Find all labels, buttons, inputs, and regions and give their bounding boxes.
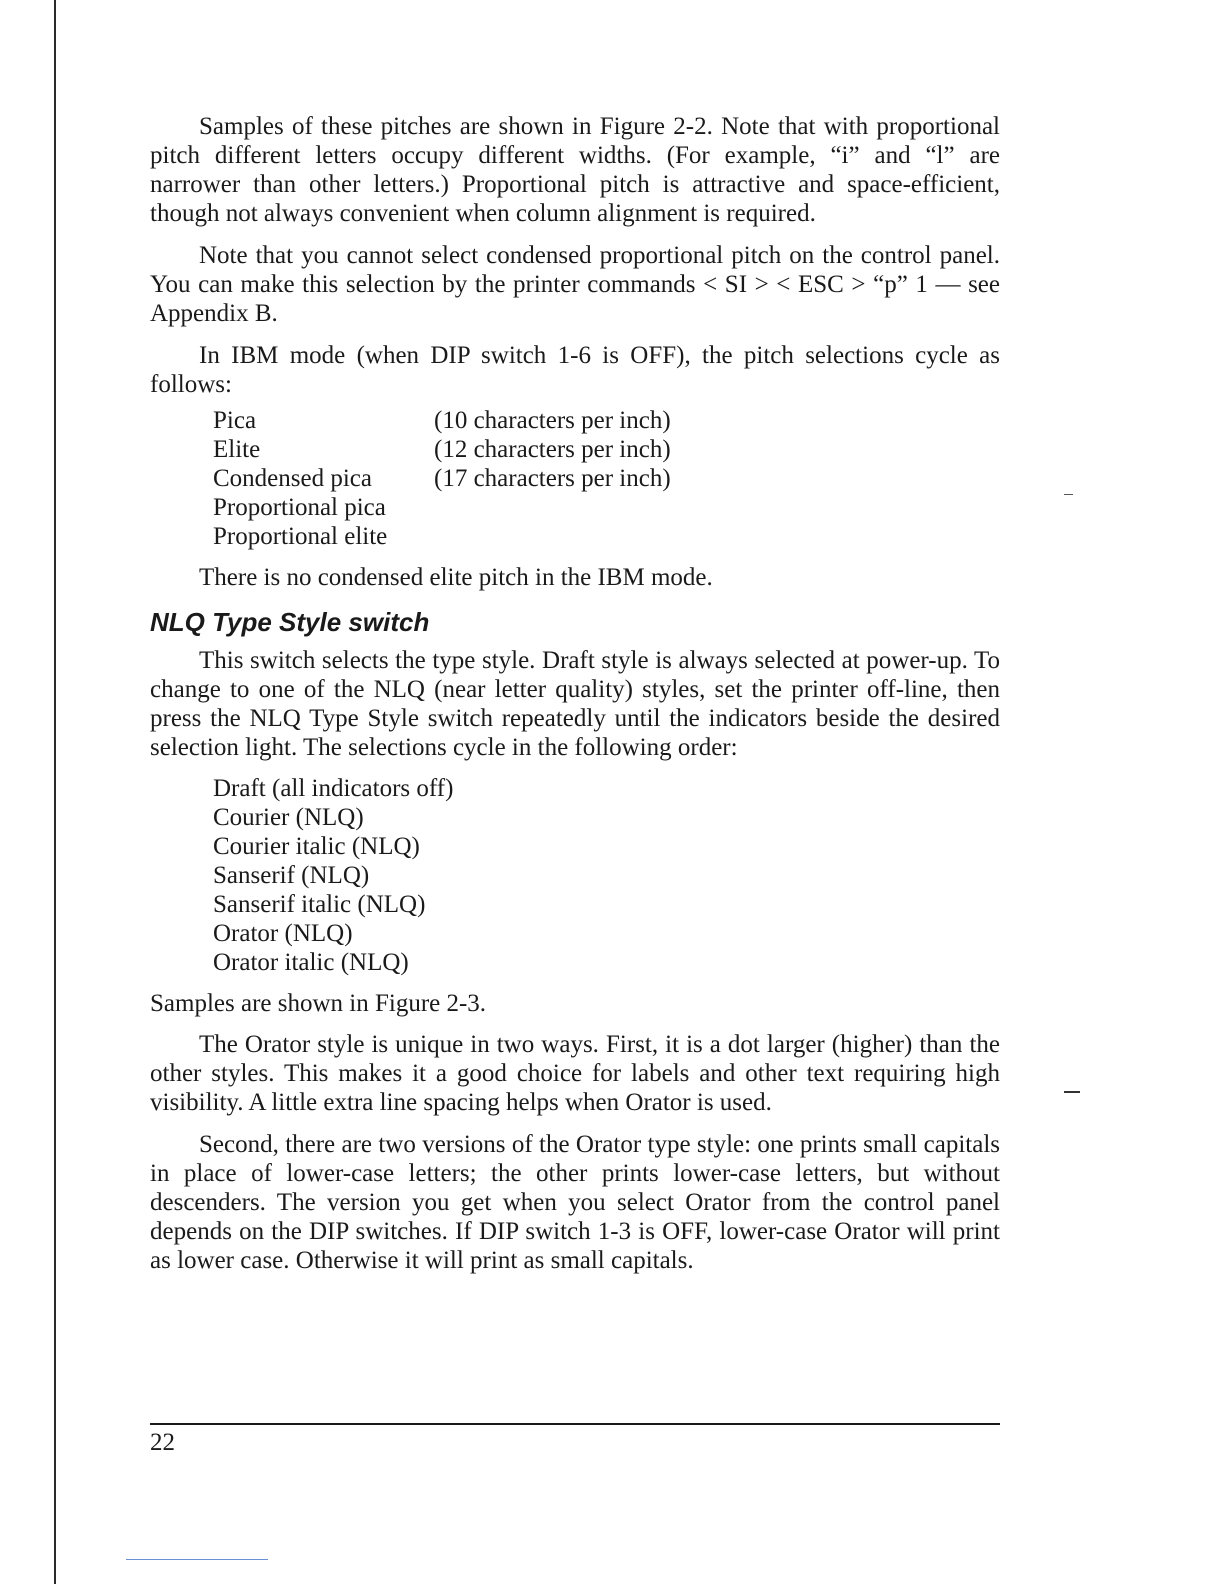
page-body	[150, 112, 1000, 1275]
scan-footer-line	[126, 1559, 268, 1560]
paragraph-samples: Samples are shown in Figure 2-3.	[150, 990, 487, 1017]
paragraph-pitch-samples: Samples of these pitches are shown in Figure 2-2. Note that with proportional pitch different letters occupy different widths. (For example, “i” and “l” are narrower than other letters.) Proportional pitch is attractive and space-efficient, though not always convenient when column alignment is required.	[150, 113, 1000, 227]
list-item: Courier (NLQ)	[213, 804, 364, 831]
pitch-desc: (12 characters per inch)	[434, 436, 671, 463]
binding-edge	[54, 0, 56, 1584]
list-item: Sanserif italic (NLQ)	[213, 891, 426, 918]
pitch-name: Pica	[213, 407, 257, 434]
list-item: Orator (NLQ)	[213, 920, 353, 947]
pitch-name: Condensed pica	[213, 465, 372, 492]
pitch-row	[213, 435, 671, 464]
paragraph-type-style-intro: This switch selects the type style. Draft style is always selected at power-up. To change to one of the NLQ (near letter quality) styles, set the printer off-line, then press the NLQ Type Style switch repeatedly until the indicators beside the desired selection light. The selections cycle in the following order:	[150, 647, 1000, 761]
paragraph-orator-versions: Second, there are two versions of the Orator type style: one prints small capitals in place of lower-case letters; the other prints lower-case letters, but without descenders. The version you get when you select Orator from the control panel depends on the DIP switches. If DIP switch 1-3 is OFF, lower-case Orator will print as lower case. Otherwise it will print as small capitals.	[150, 1131, 1000, 1274]
pitch-name: Proportional elite	[213, 523, 388, 550]
scan-mark	[1064, 1091, 1080, 1093]
section-heading: NLQ Type Style switch	[150, 607, 430, 637]
pitch-row	[213, 406, 671, 435]
paragraph-no-condensed-elite: There is no condensed elite pitch in the IBM mode.	[199, 564, 713, 591]
list-item: Sanserif (NLQ)	[213, 862, 370, 889]
page-number: 22	[150, 1429, 175, 1456]
paragraph-orator-unique: The Orator style is unique in two ways. First, it is a dot larger (higher) than the other styles. This makes it a good choice for labels and other text requiring high visibility. A little extra line spacing helps when Orator is used.	[150, 1031, 1000, 1116]
pitch-desc	[434, 493, 671, 522]
pitch-row	[213, 522, 671, 551]
scan-mark	[1064, 494, 1073, 495]
pitch-desc	[434, 522, 671, 551]
type-style-list	[213, 774, 1000, 977]
pitch-name: Elite	[213, 436, 261, 463]
footer-rule	[150, 1423, 1000, 1425]
list-item: Orator italic (NLQ)	[213, 949, 409, 976]
paragraph-condensed-note: Note that you cannot select condensed proportional pitch on the control panel. You can make this selection by the printer commands < SI > < ESC > “p” 1 — see Appendix B.	[150, 242, 1000, 327]
pitch-name: Proportional pica	[213, 494, 386, 521]
list-item: Courier italic (NLQ)	[213, 833, 420, 860]
pitch-desc: (10 characters per inch)	[434, 407, 671, 434]
list-item: Draft (all indicators off)	[213, 775, 454, 802]
pitch-table	[213, 406, 671, 551]
paragraph-ibm-mode: In IBM mode (when DIP switch 1-6 is OFF), the pitch selections cycle as follows:	[150, 342, 1000, 398]
pitch-row	[213, 493, 671, 522]
pitch-desc: (17 characters per inch)	[434, 465, 671, 492]
pitch-row	[213, 464, 671, 493]
